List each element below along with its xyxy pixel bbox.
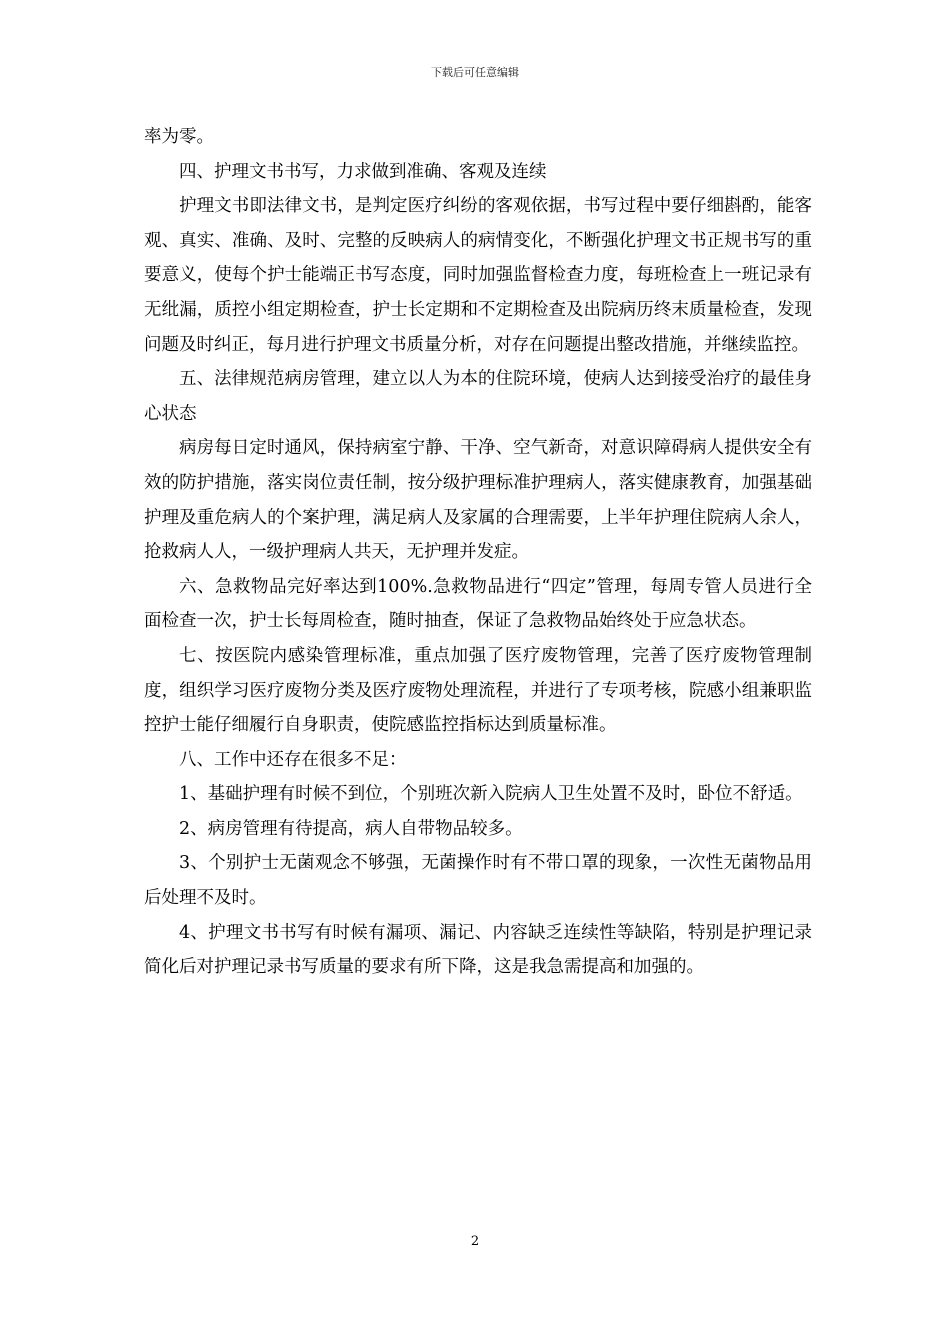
section-heading-7: 七、按医院内感染管理标准，重点加强了医疗废物管理，完善了医疗废物管理制度，组织学习医疗废物分类及医疗废物处理流程，并进行了专项考核，院感小组兼职监控护士能仔细履行自身职责，使院感监控指标达到质量标准。 [144, 645, 812, 736]
section-heading-8: 八、工作中还存在很多不足： [179, 749, 407, 770]
section-heading-6: 六、急救物品完好率达到100%.急救物品进行“四定”管理，每周专管人员进行全面检查一次，护士长每周检查，随时抽查，保证了急救物品始终处于应急状态。 [144, 576, 812, 632]
page-number: 2 [470, 1234, 480, 1249]
paragraph-nursing-documents: 护理文书即法律文书，是判定医疗纠纷的客观依据，书写过程中要仔细斟酌，能客观、真实、准确、及时、完整的反映病人的病情变化，不断强化护理文书正规书写的重要意义，使每个护士能端正书写态度，同时加强监督检查力度，每班检查上一班记录有无纰漏，质控小组定期检查，护士长定期和不定期检查及出院病历终末质量检查，发现问题及时纠正，每月进行护理文书质量分析，对存在问题提出整改措施，并继续监控。 [144, 196, 812, 355]
paragraph-1: 率为零。 [144, 127, 214, 147]
paragraph-ward-management: 病房每日定时通风，保持病室宁静、干净、空气新奇，对意识障碍病人提供安全有效的防护措施，落实岗位责任制，按分级护理标准护理病人，落实健康教育，加强基础护理及重危病人的个案护理，满足病人及家属的合理需要，上半年护理住院病人余人，抢救病人人，一级护理病人共天，无护理并发症。 [144, 438, 812, 563]
list-item-4: 4、护理文书书写有时候有漏项、漏记、内容缺乏连续性等缺陷，特别是护理记录简化后对护理记录书写质量的要求有所下降，这是我急需提高和加强的。 [144, 922, 812, 978]
list-item-3: 3、个别护士无菌观念不够强，无菌操作时有不带口罩的现象，一次性无菌物品用后处理不及时。 [144, 853, 812, 909]
document-body [144, 120, 812, 985]
section-heading-4: 四、护理文书书写，力求做到准确、客观及连续 [179, 161, 547, 182]
list-item-2: 2、病房管理有待提高，病人自带物品较多。 [179, 818, 523, 839]
page-header: 下载后可任意编辑 [431, 66, 519, 79]
section-heading-5: 五、法律规范病房管理，建立以人为本的住院环境，使病人达到接受治疗的最佳身心状态 [144, 369, 812, 424]
list-item-1: 1、基础护理有时候不到位，个别班次新入院病人卫生处置不及时，卧位不舒适。 [179, 784, 803, 805]
